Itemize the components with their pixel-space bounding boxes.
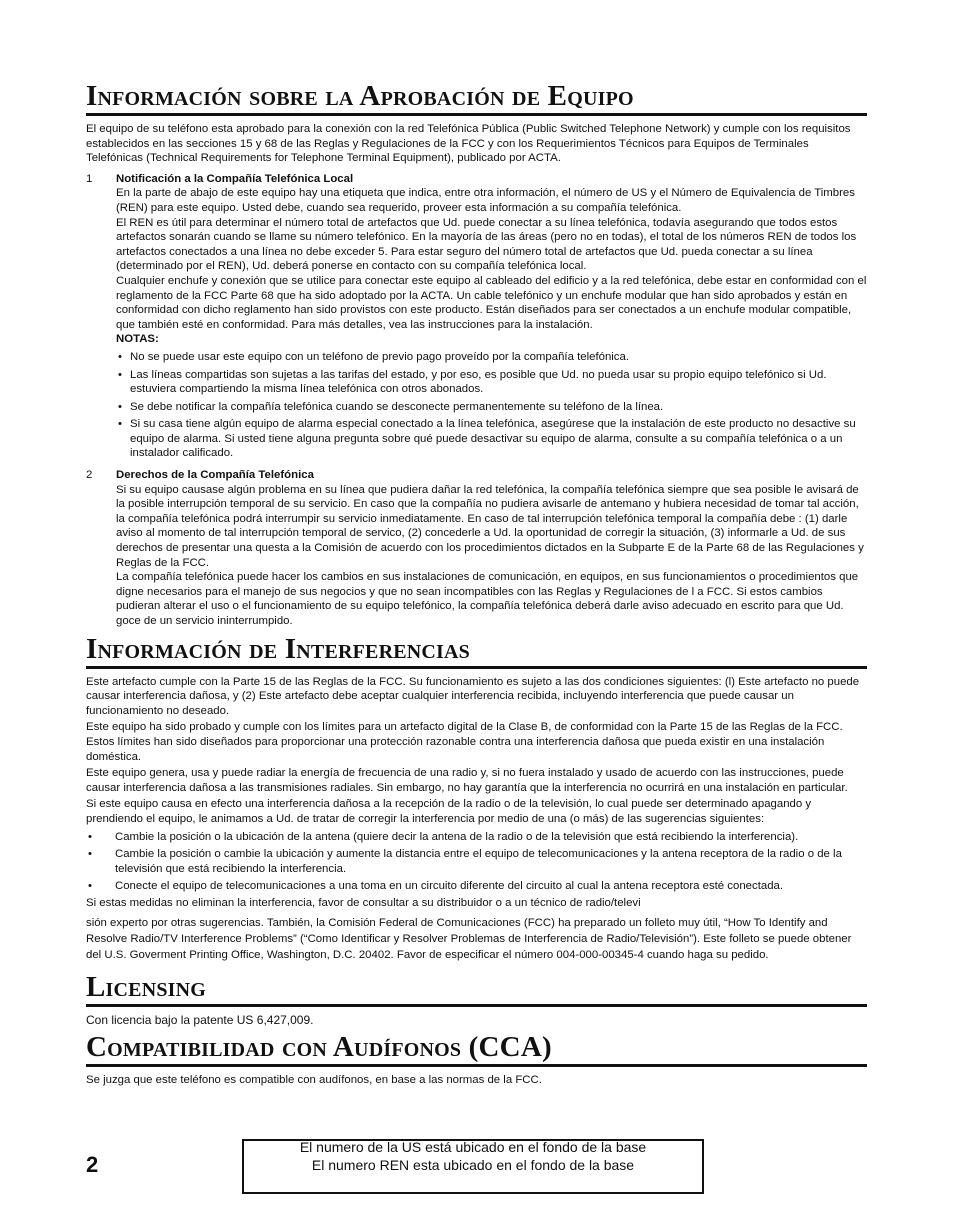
item1-paragraph-1: En la parte de abajo de este equipo hay una etiqueta que indica, entre otra información, el número de US y el Número de Equivalencia de Timbres (REN) para este equipo. Usted debe, cuando sea requerido, proveer esta información a su compañía telefónica. [116, 187, 855, 214]
interf-paragraph-2: Este equipo ha sido probado y cumple con los límites para un artefacto digital de la Clase B, de conformidad con la Parte 15 de las Reglas de la FCC. Estos límites han sido diseñados para proporcionar una protección razonable contra una interferencia dañosa que pueda existir en una instalación doméstica. [86, 721, 843, 763]
equipo-item-2 [86, 468, 867, 629]
cca-text: Se juzga que este teléfono es compatible con audífonos, en base a las normas de la FCC. [86, 1074, 542, 1087]
nota-item [116, 368, 867, 397]
interf-bullet [86, 830, 867, 845]
nota-text: Las líneas compartidas son sujetas a las tarifas del estado, y por eso, es posible que Ud. no pueda usar su propio equipo telefónico si Ud. estuviera compartiendo la misma línea telefónica con otros abonados. [130, 368, 827, 396]
page-number: 2 [86, 1152, 99, 1177]
item-number: 1 [86, 172, 93, 185]
section-title-cca: Compatibilidad con Audífonos (CCA) [86, 1031, 867, 1067]
licensing-text: Con licencia bajo la patente US 6,427,009. [86, 1012, 314, 1027]
interf-paragraph-5: Si estas medidas no eliminan la interferencia, favor de consultar a su distribuidor o a un técnico de radio/televi [86, 896, 641, 909]
section-title-equipo: Información sobre la Aprobación de Equipo [86, 80, 867, 116]
bullet-icon: • [88, 848, 92, 861]
bullet-icon: • [118, 368, 122, 381]
bullet-icon: • [118, 350, 122, 363]
box-line-2: El numero REN esta ubicado en el fondo de la base [311, 1157, 635, 1173]
section-body-equipo [86, 122, 867, 629]
item2-paragraph-1: Si su equipo causase algún problema en su línea que pudiera dañar la red telefónica, la compañía telefónica siempre que sea posible le avisará de la posible interrupción temporal de su servicio. En caso que la compañía no pudiera avisarle de antemano y hubiera necesidad de tomar tal acción, la compañía telefónica podrá interrumpir su servicio inmediatamente. En caso de tal interrupción telefónica temporal la compañía debe : (1) darle aviso al momento de tal interrupción temporal de servico, (2) concederle a Ud. la oportunidad de corregir la situación, (3) informarle a Ud. de sus derechos de presentar una questa a la Comisión de acuerdo con los procedimientos dictados en la Subparte E de la Parte 68 de las Regulaciones y Reglas de la FCC. [116, 483, 864, 569]
nota-item [116, 400, 867, 415]
interf-paragraph-6: sión experto por otras sugerencias. También, la Comisión Federal de Comunicaciones (FCC) ha preparado un folleto muy útil, “How To Identify and Resolve Radio/TV Interference Problems” (“Como Identificar y Resolver Problemas de Interferencia de Radio/Televisión”). Este folleto se puede obtener del U.S. Goverment Printing Office, Washington, D.C. 20402. Favor de especificar el número 004-000-00345-4 cuando haga su pedido. [86, 916, 852, 961]
notas-label: NOTAS: [116, 333, 159, 346]
section-body-interferencias [86, 675, 867, 963]
item-title: Notificación a la Compañía Telefónica Local [116, 172, 354, 185]
item1-paragraph-3: Cualquier enchufe y conexión que se utilice para conectar este equipo al cableado del edificio y a la red telefónica, debe estar en conformidad con el reglamento de la FCC Parte 68 que ha sido adoptado por la ACTA. Un cable telefónico y un enchufe modular que han sido aprobados y están en conformidad con dicho reglamento han sido provistos con este producto. Están diseñados para ser conectados a un enchufe modular compatible, que también esté en conformidad. Para más detalles, vea las instrucciones para la instalación. [116, 274, 867, 331]
bullet-text: Cambie la posición o cambie la ubicación y aumente la distancia entre el equipo de telecomunicaciones y la antena receptora de la radio o de la televisión que está recibiendo la interferencia. [115, 848, 842, 875]
nota-text: Se debe notificar la compañía telefónica cuando se desconecte permanentemente su teléfono de la línea. [130, 400, 664, 413]
section-body-cca [86, 1073, 867, 1088]
nota-text: No se puede usar este equipo con un teléfono de previo pago proveído por la compañía telefónica. [130, 350, 630, 363]
nota-item [116, 417, 867, 461]
interf-paragraph-1: Este artefacto cumple con la Parte 15 de las Reglas de la FCC. Su funcionamiento es sujeto a las dos condiciones siguientes: (l) Este artefacto no puede causar interferencia dañosa, y (2) Este artefacto debe aceptar cualquier interferencia recibida, incluyendo interferencia que puede causar un funcionamiento no deseado. [86, 675, 860, 717]
item-title: Derechos de la Compañía Telefónica [116, 469, 314, 482]
item-number: 2 [86, 469, 93, 482]
section-title-interferencias: Información de Interferencias [86, 633, 867, 669]
box-line-1: El numero de la US está ubicado en el fondo de la base [299, 1139, 647, 1155]
equipo-intro: El equipo de su teléfono esta aprobado para la conexión con la red Telefónica Pública (Public Switched Telephone Network) y cumple con los requisitos establecidos en las secciones 15 y 68 de las Reglas y Regulaciones de la FCC y con los Requerimientos Técnicos para Equipos de Terminales Telefónicas (Technical Requirements for Telephone Terminal Equipment), publicado por ACTA. [86, 123, 851, 165]
nota-item [116, 350, 867, 365]
item1-paragraph-2: El REN es útil para determinar el número total de artefactos que Ud. puede conectar a su línea telefónica, todavía asegurando que todos estos artefactos sonarán cuando se llame su número telefónico. En la mayoría de las áreas (pero no en todas), el total de los números REN de todos los artefactos conectados a una línea no debe exceder 5. Para estar seguro del número total de artefactos que Ud. pueda conectar a su línea (determinado por el REN), Ud. deberá ponerse en contacto con su compañía telefónica local. [116, 216, 857, 273]
bullet-icon: • [88, 880, 92, 893]
bullet-text: Cambie la posición o la ubicación de la antena (quiere decir la antena de la radio o de la televisión que está recibiendo la interferencia). [115, 830, 799, 843]
bullet-text: Conecte el equipo de telecomunicaciones a una toma en un circuito diferente del circuito al cual la antena receptora esté conectada. [115, 880, 784, 893]
interf-paragraph-4: Si este equipo causa en efecto una interferencia dañosa a la recepción de la radio o de la televisión, lo cual puede ser determinado apagando y prendiendo el equipo, le animamos a Ud. de tratar de corregir la interferencia por medio de una (o más) de las sugerencias siguientes: [86, 798, 812, 825]
bullet-icon: • [118, 400, 122, 413]
section-title-licensing: Licensing [86, 971, 867, 1007]
item2-paragraph-2: La compañía telefónica puede hacer los cambios en sus instalaciones de comunicación, en equipos, en sus funcionamientos o procedimientos que digne necesarios para el manejo de sus negocios y que no sean incompatibles con las Reglas y Regulaciones de l a FCC. Si estos cambios pudieran alterar el uso o el funcionamiento de su equipo telefónico, la compañía telefónica deberá darle aviso adecuado en escrito para que Ud. goce de un servicio ininterrumpido. [116, 571, 859, 627]
bullet-icon: • [118, 418, 122, 431]
equipo-item-1 [86, 172, 867, 461]
bullet-icon: • [88, 830, 92, 843]
interf-bullet [86, 879, 867, 894]
interf-paragraph-3: Este equipo genera, usa y puede radiar la energía de frecuencia de una radio y, si no fuera instalado y usado de acuerdo con las instrucciones, puede causar interferencia dañosa a las transmisiones radiales. Sin embargo, no hay garantía que la interferencia no ocurrirá en una instalación en particular. [86, 767, 848, 794]
section-body-licensing [86, 1013, 867, 1028]
page-content [86, 80, 867, 1088]
ren-info-box [242, 1139, 704, 1194]
nota-text: Si su casa tiene algún equipo de alarma especial conectado a la línea telefónica, asegúrese que la instalación de este producto no desactive su equipo de alarma. Si usted tiene alguna pregunta sobre qué puede desactivar su equipo de alarma, consulte a su compañía telefónica o a un instalador calificado. [130, 418, 856, 460]
interf-bullet [86, 847, 867, 876]
